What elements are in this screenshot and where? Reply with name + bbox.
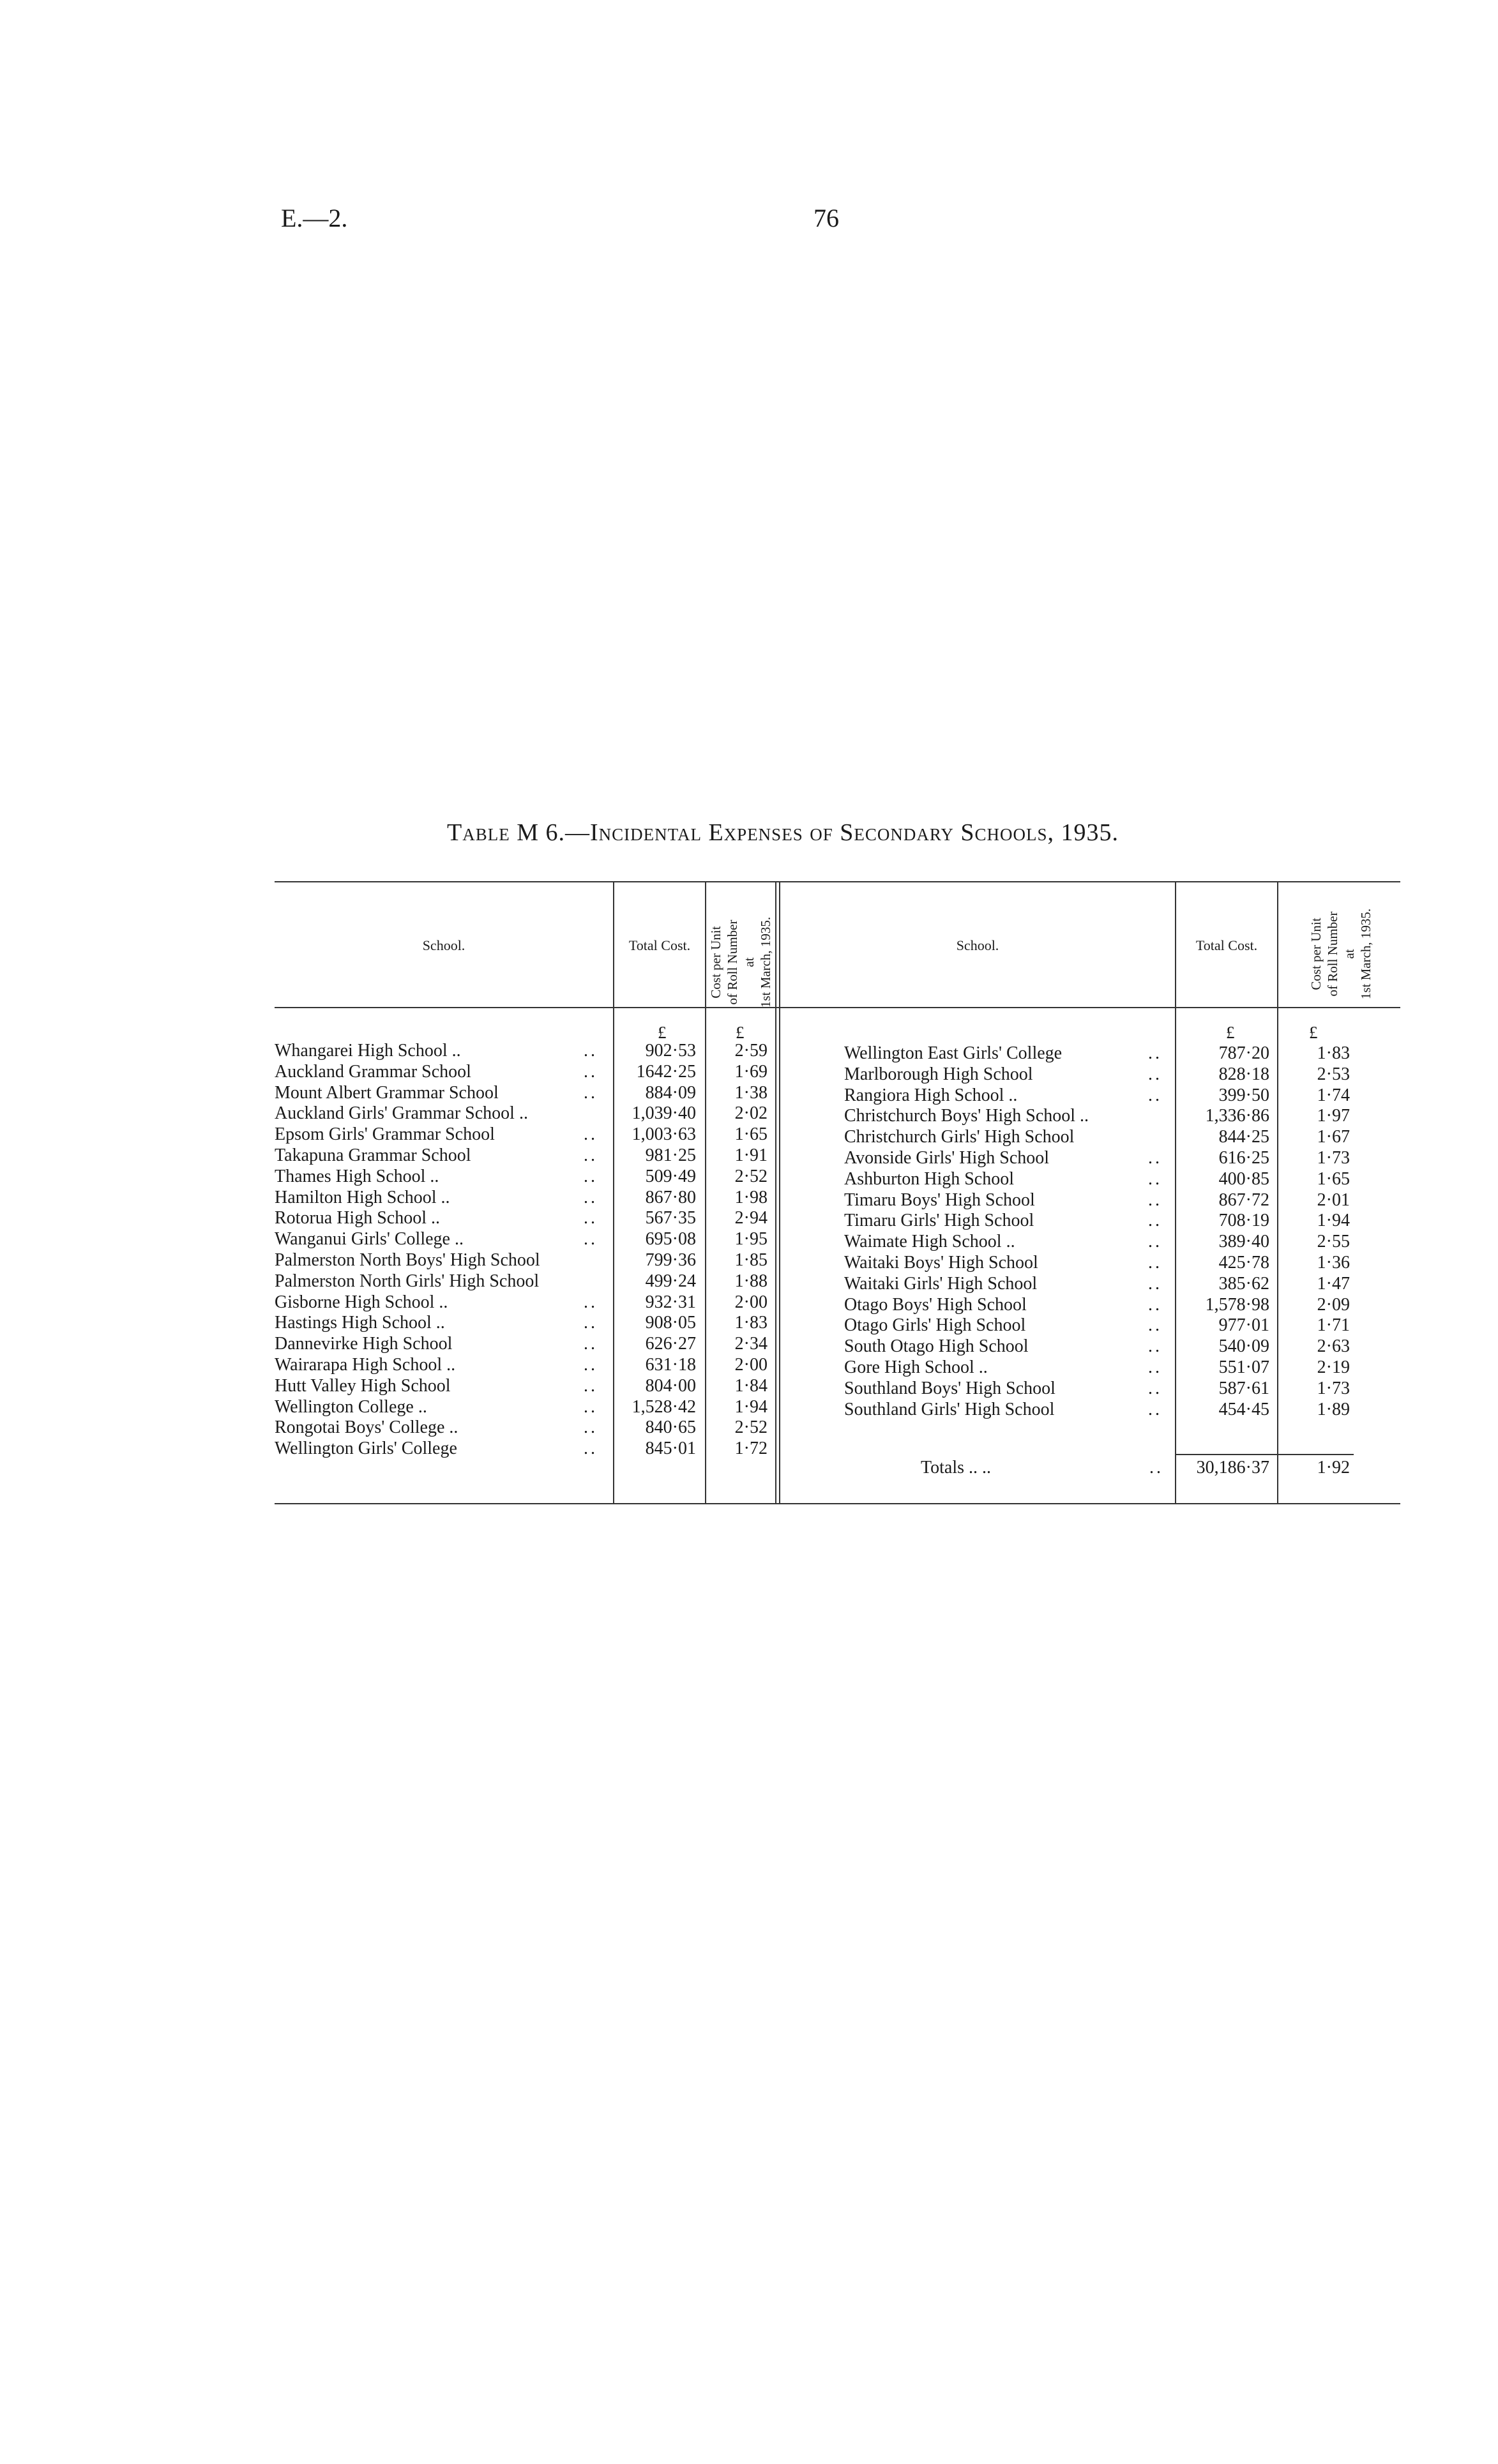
table-row xyxy=(275,1439,1400,1459)
leader-dots: .. xyxy=(1148,1211,1162,1231)
table-row xyxy=(275,1417,1400,1438)
cost-per-unit: 1·73 xyxy=(1317,1378,1350,1398)
total-cost: 867·72 xyxy=(1218,1190,1269,1210)
totals-label: Totals .. .. xyxy=(921,1458,992,1478)
table-caption-prefix: Table M 6. xyxy=(447,819,565,846)
leader-dots: .. xyxy=(1148,1399,1162,1419)
total-cost: 616·25 xyxy=(1218,1148,1269,1168)
totals-dots: .. xyxy=(1149,1458,1163,1478)
leader-dots: .. xyxy=(1148,1273,1162,1294)
school-name: Otago Boys' High School xyxy=(844,1294,1027,1315)
total-cost: 884·09 xyxy=(645,1082,696,1103)
totals-total-cost: 30,186·37 xyxy=(1196,1458,1269,1478)
cost-per-unit: 2·00 xyxy=(734,1292,768,1312)
unit-symbol: £ xyxy=(658,1023,667,1042)
school-name: Ashburton High School xyxy=(844,1168,1014,1189)
leader-dots: .. xyxy=(584,1124,598,1145)
school-name: Waitaki Girls' High School xyxy=(844,1273,1038,1294)
leader-dots: .. xyxy=(1148,1168,1162,1189)
cost-per-unit: 1·91 xyxy=(734,1145,768,1165)
school-name: Hamilton High School .. xyxy=(275,1187,450,1207)
table-row xyxy=(275,1253,1400,1273)
cost-per-unit: 1·74 xyxy=(1317,1085,1350,1105)
school-name: Gore High School .. xyxy=(844,1357,988,1377)
cost-per-unit: 1·38 xyxy=(734,1082,768,1103)
column-header-cost-per-unit: Cost per Unit of Roll Number at 1st March, 1935. xyxy=(708,916,773,1008)
total-cost: 828·18 xyxy=(1218,1064,1269,1084)
total-cost: 977·01 xyxy=(1218,1315,1269,1336)
school-name: Mount Albert Grammar School xyxy=(275,1082,499,1103)
school-name: Gisborne High School .. xyxy=(275,1292,448,1312)
total-cost: 399·50 xyxy=(1218,1085,1269,1105)
cost-per-unit: 2·19 xyxy=(1317,1357,1350,1377)
unit-symbol: £ xyxy=(736,1023,745,1042)
leader-dots: .. xyxy=(584,1417,598,1438)
school-name: Rangiora High School .. xyxy=(844,1085,1018,1105)
school-name: Dannevirke High School xyxy=(275,1334,453,1354)
school-name: Christchurch Girls' High School xyxy=(844,1127,1075,1147)
leader-dots: .. xyxy=(1148,1336,1162,1357)
total-cost: 799·36 xyxy=(645,1250,696,1270)
total-cost: 981·25 xyxy=(645,1145,696,1165)
total-cost: 867·80 xyxy=(645,1187,696,1207)
school-name: Palmerston North Girls' High School xyxy=(275,1271,540,1291)
cost-per-unit: 1·67 xyxy=(1317,1127,1350,1147)
leader-dots: .. xyxy=(584,1439,598,1459)
leader-dots: .. xyxy=(1148,1357,1162,1377)
cost-per-unit: 2·01 xyxy=(1317,1190,1350,1210)
school-name: Timaru Girls' High School xyxy=(844,1211,1034,1231)
unit-symbol: £ xyxy=(1226,1023,1235,1042)
table-caption-title: —Incidental Expenses of Secondary Schools, 1935. xyxy=(565,819,1119,846)
total-cost: 932·31 xyxy=(645,1292,696,1312)
unit-symbol: £ xyxy=(1309,1023,1318,1042)
total-cost: 1,336·86 xyxy=(1205,1106,1269,1126)
total-cost: 1,039·40 xyxy=(632,1103,696,1124)
total-cost: 844·25 xyxy=(1218,1127,1269,1147)
cost-per-unit: 1·94 xyxy=(734,1396,768,1417)
cost-per-unit: 1·65 xyxy=(734,1124,768,1145)
school-name: Otago Girls' High School xyxy=(844,1315,1026,1336)
cost-per-unit: 2·53 xyxy=(1317,1064,1350,1084)
total-cost: 509·49 xyxy=(645,1166,696,1186)
school-name: Palmerston North Boys' High School xyxy=(275,1250,540,1270)
table-row xyxy=(275,1127,1400,1147)
school-name: Hastings High School .. xyxy=(275,1313,445,1333)
school-name: Christchurch Boys' High School .. xyxy=(844,1106,1089,1126)
leader-dots: .. xyxy=(584,1313,598,1333)
total-cost: 1,578·98 xyxy=(1205,1294,1269,1315)
table-row xyxy=(275,1043,1400,1064)
header-bottom-rule xyxy=(275,1007,1400,1008)
total-cost: 626·27 xyxy=(645,1334,696,1354)
leader-dots: .. xyxy=(584,1061,598,1082)
cost-per-unit: 1·69 xyxy=(734,1061,768,1082)
cost-per-unit: 2·52 xyxy=(734,1166,768,1186)
leader-dots: .. xyxy=(584,1082,598,1103)
school-name: Takapuna Grammar School xyxy=(275,1145,471,1165)
table-row xyxy=(275,1106,1400,1126)
school-name: Southland Boys' High School xyxy=(844,1378,1055,1398)
school-name: Wellington Girls' College xyxy=(275,1439,457,1459)
total-cost: 1,528·42 xyxy=(632,1396,696,1417)
table-row xyxy=(275,1166,1400,1190)
table-row xyxy=(275,1232,1400,1252)
cost-per-unit: 1·71 xyxy=(1317,1315,1350,1336)
incidental-expenses-table xyxy=(275,881,1400,1504)
cost-per-unit: 2·63 xyxy=(1317,1336,1350,1357)
leader-dots: .. xyxy=(1148,1294,1162,1315)
school-name: Marlborough High School xyxy=(844,1064,1033,1084)
school-name: Southland Girls' High School xyxy=(844,1399,1055,1419)
table-row xyxy=(275,1274,1400,1294)
total-cost: 400·85 xyxy=(1218,1168,1269,1189)
cost-per-unit: 1·65 xyxy=(1317,1168,1350,1189)
column-header-total-cost: Total Cost. xyxy=(628,937,691,953)
cost-per-unit: 1·95 xyxy=(734,1229,768,1250)
school-name: Whangarei High School .. xyxy=(275,1041,461,1061)
total-cost: 1642·25 xyxy=(636,1061,696,1082)
cost-per-unit: 2·59 xyxy=(734,1041,768,1061)
cost-per-unit: 2·02 xyxy=(734,1103,768,1124)
table-row xyxy=(275,1400,1400,1420)
total-cost: 499·24 xyxy=(645,1271,696,1291)
total-cost: 389·40 xyxy=(1218,1232,1269,1252)
total-cost: 804·00 xyxy=(645,1375,696,1396)
cost-per-unit: 1·85 xyxy=(734,1250,768,1270)
school-name: Timaru Boys' High School xyxy=(844,1190,1035,1210)
cost-per-unit: 2·52 xyxy=(734,1417,768,1438)
school-name: Auckland Grammar School xyxy=(275,1061,471,1082)
total-cost: 840·65 xyxy=(645,1417,696,1438)
page-number: 76 xyxy=(813,204,839,232)
cost-per-unit: 1·83 xyxy=(1317,1043,1350,1063)
school-name: Waimate High School .. xyxy=(844,1232,1015,1252)
total-cost: 385·62 xyxy=(1218,1273,1269,1294)
leader-dots: .. xyxy=(584,1375,598,1396)
leader-dots: .. xyxy=(1148,1253,1162,1273)
school-name: Epsom Girls' Grammar School xyxy=(275,1124,495,1145)
leader-dots: .. xyxy=(1148,1148,1162,1168)
school-name: Rotorua High School .. xyxy=(275,1208,440,1228)
school-name: Wellington East Girls' College xyxy=(844,1043,1063,1063)
table-row xyxy=(275,1061,1400,1085)
total-cost: 631·18 xyxy=(645,1355,696,1375)
cost-per-unit: 2·34 xyxy=(734,1334,768,1354)
school-name: Waitaki Boys' High School xyxy=(844,1253,1038,1273)
cost-per-unit: 1·47 xyxy=(1317,1273,1350,1294)
leader-dots: .. xyxy=(1148,1232,1162,1252)
column-header-total-cost-right: Total Cost. xyxy=(1195,937,1258,953)
total-cost: 540·09 xyxy=(1218,1336,1269,1357)
column-header-cost-per-unit-right: Cost per Unit of Roll Number at 1st March, 1935. xyxy=(1308,908,1373,1000)
school-name: Wanganui Girls' College .. xyxy=(275,1229,464,1250)
table-row xyxy=(275,1295,1400,1315)
cost-per-unit: 1·88 xyxy=(734,1271,768,1291)
table-bottom-rule xyxy=(275,1503,1400,1504)
totals-cost-per-unit: 1·92 xyxy=(1317,1458,1350,1478)
leader-dots: .. xyxy=(584,1396,598,1417)
totals-row xyxy=(275,1458,1400,1478)
leader-dots: .. xyxy=(584,1208,598,1228)
leader-dots: .. xyxy=(1148,1378,1162,1398)
leader-dots: .. xyxy=(584,1355,598,1375)
leader-dots: .. xyxy=(1148,1064,1162,1084)
table-row xyxy=(275,1082,1400,1106)
table-caption xyxy=(447,819,1119,847)
school-name: Avonside Girls' High School xyxy=(844,1148,1050,1168)
leader-dots: .. xyxy=(1148,1085,1162,1105)
school-name: South Otago High School xyxy=(844,1336,1029,1357)
table-row xyxy=(275,1211,1400,1231)
cost-per-unit: 2·55 xyxy=(1317,1232,1350,1252)
school-name: Thames High School .. xyxy=(275,1166,439,1186)
table-top-rule xyxy=(275,881,1400,882)
table-row xyxy=(275,1336,1400,1357)
leader-dots: .. xyxy=(584,1166,598,1186)
table-row xyxy=(275,1148,1400,1168)
total-cost: 908·05 xyxy=(645,1313,696,1333)
total-cost: 454·45 xyxy=(1218,1399,1269,1419)
cost-per-unit: 1·36 xyxy=(1317,1253,1350,1273)
cost-per-unit: 2·09 xyxy=(1317,1294,1350,1315)
leader-dots: .. xyxy=(584,1145,598,1165)
leader-dots: .. xyxy=(584,1041,598,1061)
leader-dots: .. xyxy=(1148,1190,1162,1210)
total-cost: 425·78 xyxy=(1218,1253,1269,1273)
cost-per-unit: 1·84 xyxy=(734,1375,768,1396)
leader-dots: .. xyxy=(584,1292,598,1312)
total-cost: 695·08 xyxy=(645,1229,696,1250)
school-name: Wairarapa High School .. xyxy=(275,1355,456,1375)
leader-dots: .. xyxy=(584,1334,598,1354)
table-row xyxy=(275,1315,1400,1336)
total-cost: 708·19 xyxy=(1218,1211,1269,1231)
column-header-school: School. xyxy=(422,937,465,953)
table-row xyxy=(275,1357,1400,1378)
total-cost: 845·01 xyxy=(645,1439,696,1459)
school-name: Auckland Girls' Grammar School .. xyxy=(275,1103,528,1124)
cost-per-unit: 1·73 xyxy=(1317,1148,1350,1168)
leader-dots: .. xyxy=(1148,1043,1162,1063)
cost-per-unit: 1·72 xyxy=(734,1439,768,1459)
cost-per-unit: 1·83 xyxy=(734,1313,768,1333)
school-name: Rongotai Boys' College .. xyxy=(275,1417,458,1438)
leader-dots: .. xyxy=(584,1229,598,1250)
table-row xyxy=(275,1379,1400,1399)
total-cost: 787·20 xyxy=(1218,1043,1269,1063)
total-cost: 551·07 xyxy=(1218,1357,1269,1377)
leader-dots: .. xyxy=(1148,1315,1162,1336)
school-name: Wellington College .. xyxy=(275,1396,427,1417)
total-cost: 567·35 xyxy=(645,1208,696,1228)
total-cost: 902·53 xyxy=(645,1041,696,1061)
cost-per-unit: 2·00 xyxy=(734,1355,768,1375)
school-name: Hutt Valley High School xyxy=(275,1375,451,1396)
cost-per-unit: 1·97 xyxy=(1317,1106,1350,1126)
column-header-school-right: School. xyxy=(956,937,999,953)
cost-per-unit: 1·94 xyxy=(1317,1211,1350,1231)
total-cost: 587·61 xyxy=(1218,1378,1269,1398)
cost-per-unit: 1·89 xyxy=(1317,1399,1350,1419)
page-reference: E.—2. xyxy=(281,204,348,232)
cost-per-unit: 1·98 xyxy=(734,1187,768,1207)
table-row xyxy=(275,1187,1400,1211)
cost-per-unit: 2·94 xyxy=(734,1208,768,1228)
total-cost: 1,003·63 xyxy=(632,1124,696,1145)
leader-dots: .. xyxy=(584,1187,598,1207)
